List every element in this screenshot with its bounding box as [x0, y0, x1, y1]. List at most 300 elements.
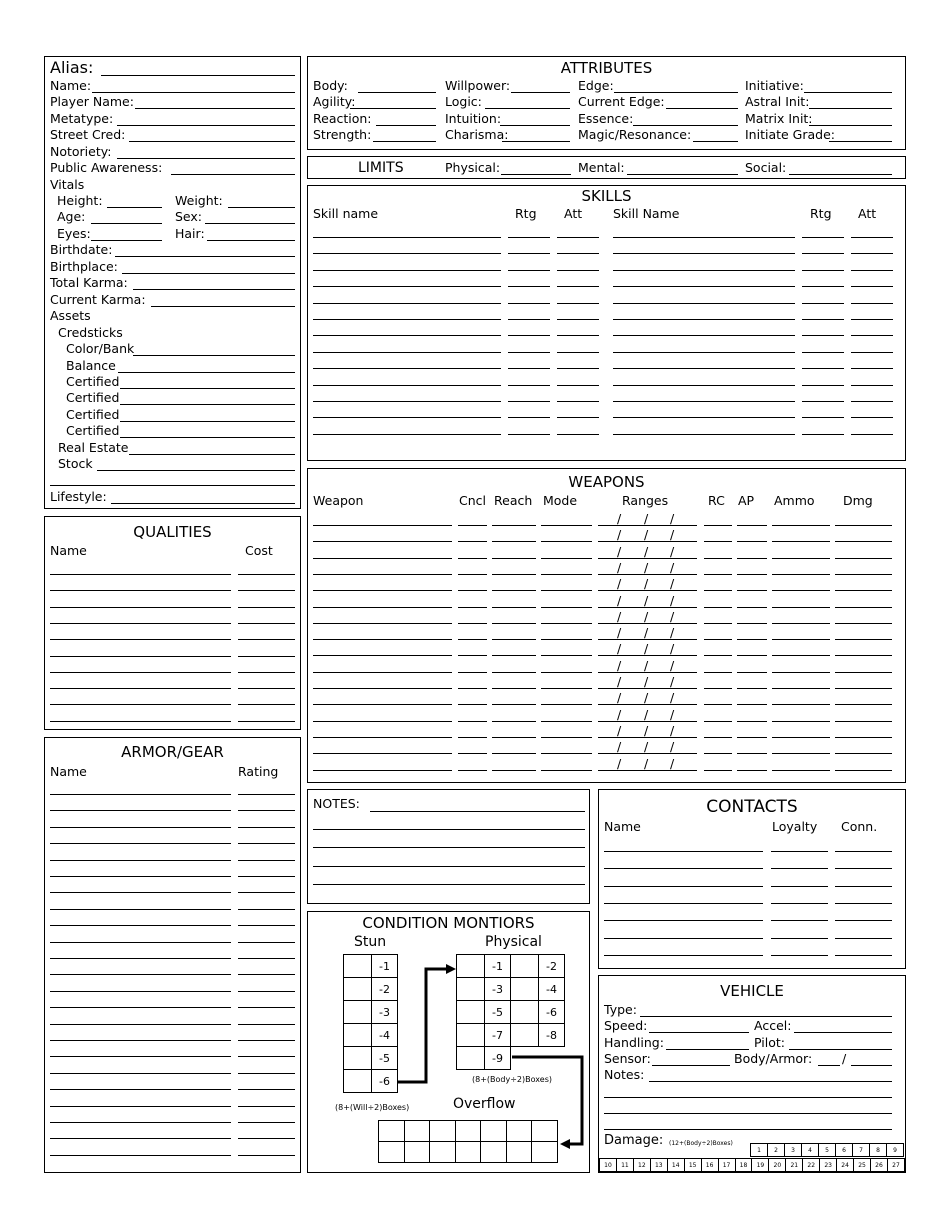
mental-limit-field[interactable] — [627, 174, 738, 175]
armor-name-line[interactable] — [50, 991, 231, 992]
attribute-field[interactable] — [511, 92, 570, 93]
weapon-cncl-line[interactable] — [458, 607, 487, 608]
weapon-dmg-line[interactable] — [835, 607, 892, 608]
vehicle-damage-box[interactable]: 14 — [667, 1159, 684, 1172]
weapon-ap-line[interactable] — [737, 672, 767, 673]
skill-att-line[interactable] — [851, 434, 893, 435]
skill-att-line[interactable] — [851, 237, 893, 238]
skill-rtg-line[interactable] — [802, 417, 844, 418]
vehicle-damage-box[interactable]: 24 — [837, 1159, 854, 1172]
weapon-rc-line[interactable] — [704, 737, 732, 738]
weapon-ammo-line[interactable] — [772, 541, 830, 542]
armor-name-line[interactable] — [50, 958, 231, 959]
weapon-cncl-line[interactable] — [458, 753, 487, 754]
vehicle-damage-box[interactable]: 13 — [650, 1159, 667, 1172]
skill-rtg-line[interactable] — [802, 434, 844, 435]
quality-cost-line[interactable] — [238, 688, 295, 689]
weapon-ap-line[interactable] — [737, 770, 767, 771]
weapon-cncl-line[interactable] — [458, 541, 487, 542]
eyes-field[interactable] — [91, 240, 162, 241]
weapon-ap-line[interactable] — [737, 623, 767, 624]
height-field[interactable] — [107, 207, 162, 208]
armor-name-line[interactable] — [50, 1122, 231, 1123]
contact-name-line[interactable] — [604, 920, 763, 921]
skill-att-line[interactable] — [557, 237, 599, 238]
weapon-name-line[interactable] — [313, 655, 452, 656]
skill-rtg-line[interactable] — [802, 368, 844, 369]
attribute-field[interactable] — [485, 108, 570, 109]
contact-loyalty-line[interactable] — [771, 955, 828, 956]
vehicle-damage-box[interactable]: 22 — [803, 1159, 820, 1172]
weapon-rc-line[interactable] — [704, 753, 732, 754]
armor-rating-line[interactable] — [238, 794, 295, 795]
weapon-ap-line[interactable] — [737, 558, 767, 559]
attribute-field[interactable] — [376, 125, 436, 126]
skill-att-line[interactable] — [557, 253, 599, 254]
weapon-mode-line[interactable] — [541, 721, 592, 722]
weapon-ammo-line[interactable] — [772, 721, 830, 722]
skill-name-line[interactable] — [613, 303, 795, 304]
weapon-ammo-line[interactable] — [772, 590, 830, 591]
weapon-dmg-line[interactable] — [835, 574, 892, 575]
weapon-dmg-line[interactable] — [835, 525, 892, 526]
skill-name-line[interactable] — [613, 286, 795, 287]
weapon-dmg-line[interactable] — [835, 704, 892, 705]
weapon-rc-line[interactable] — [704, 721, 732, 722]
armor-name-line[interactable] — [50, 843, 231, 844]
weapon-cncl-line[interactable] — [458, 590, 487, 591]
weapon-cncl-line[interactable] — [458, 623, 487, 624]
color-bank-field[interactable] — [133, 355, 295, 356]
attribute-field[interactable] — [809, 108, 892, 109]
vehicle-speed-field[interactable] — [649, 1032, 749, 1033]
skill-att-line[interactable] — [557, 434, 599, 435]
skill-att-line[interactable] — [851, 368, 893, 369]
skill-rtg-line[interactable] — [802, 319, 844, 320]
weapon-dmg-line[interactable] — [835, 688, 892, 689]
weapon-ap-line[interactable] — [737, 525, 767, 526]
skill-rtg-line[interactable] — [802, 335, 844, 336]
vehicle-damage-box[interactable]: 7 — [853, 1144, 870, 1157]
weapon-mode-line[interactable] — [541, 770, 592, 771]
weapon-cncl-line[interactable] — [458, 737, 487, 738]
skill-name-line[interactable] — [313, 385, 501, 386]
weapon-cncl-line[interactable] — [458, 655, 487, 656]
attribute-field[interactable] — [693, 141, 738, 142]
armor-name-line[interactable] — [50, 1073, 231, 1074]
armor-rating-line[interactable] — [238, 974, 295, 975]
weapon-cncl-line[interactable] — [458, 688, 487, 689]
weapon-name-line[interactable] — [313, 623, 452, 624]
weapon-name-line[interactable] — [313, 541, 452, 542]
skill-name-line[interactable] — [313, 237, 501, 238]
vehicle-damage-box[interactable]: 18 — [735, 1159, 752, 1172]
skill-name-line[interactable] — [613, 368, 795, 369]
quality-cost-line[interactable] — [238, 590, 295, 591]
weapon-reach-line[interactable] — [492, 737, 536, 738]
birthdate-field[interactable] — [115, 256, 295, 257]
vehicle-notes-line[interactable] — [604, 1113, 892, 1114]
armor-name-line[interactable] — [50, 876, 231, 877]
weapon-mode-line[interactable] — [541, 574, 592, 575]
armor-rating-line[interactable] — [238, 876, 295, 877]
vehicle-damage-box[interactable]: 2 — [768, 1144, 785, 1157]
weapon-ap-line[interactable] — [737, 737, 767, 738]
weapon-ammo-line[interactable] — [772, 655, 830, 656]
armor-rating-line[interactable] — [238, 991, 295, 992]
weapon-rc-line[interactable] — [704, 704, 732, 705]
weapon-rc-line[interactable] — [704, 672, 732, 673]
weapon-mode-line[interactable] — [541, 688, 592, 689]
weapon-ap-line[interactable] — [737, 607, 767, 608]
skill-name-line[interactable] — [613, 253, 795, 254]
weapon-name-line[interactable] — [313, 737, 452, 738]
contact-conn-line[interactable] — [835, 886, 892, 887]
armor-rating-line[interactable] — [238, 909, 295, 910]
quality-cost-line[interactable] — [238, 704, 295, 705]
weapon-rc-line[interactable] — [704, 770, 732, 771]
weapon-reach-line[interactable] — [492, 541, 536, 542]
weapon-cncl-line[interactable] — [458, 770, 487, 771]
weapon-name-line[interactable] — [313, 721, 452, 722]
vehicle-damage-box[interactable]: 4 — [802, 1144, 819, 1157]
armor-name-line[interactable] — [50, 1007, 231, 1008]
weapon-ammo-line[interactable] — [772, 737, 830, 738]
skill-rtg-line[interactable] — [508, 286, 550, 287]
attribute-field[interactable] — [358, 92, 436, 93]
vehicle-damage-box[interactable]: 25 — [854, 1159, 871, 1172]
weapon-reach-line[interactable] — [492, 655, 536, 656]
weapon-rc-line[interactable] — [704, 590, 732, 591]
quality-cost-line[interactable] — [238, 672, 295, 673]
skill-att-line[interactable] — [851, 385, 893, 386]
extra-field[interactable] — [50, 485, 295, 486]
weapon-rc-line[interactable] — [704, 525, 732, 526]
weight-field[interactable] — [228, 207, 295, 208]
armor-name-line[interactable] — [50, 892, 231, 893]
contact-loyalty-line[interactable] — [771, 903, 828, 904]
skill-rtg-line[interactable] — [508, 319, 550, 320]
vehicle-handling-field[interactable] — [666, 1049, 749, 1050]
weapon-cncl-line[interactable] — [458, 525, 487, 526]
skill-rtg-line[interactable] — [802, 270, 844, 271]
weapon-rc-line[interactable] — [704, 639, 732, 640]
vehicle-damage-box[interactable]: 8 — [870, 1144, 887, 1157]
contact-name-line[interactable] — [604, 955, 763, 956]
weapon-cncl-line[interactable] — [458, 704, 487, 705]
balance-field[interactable] — [118, 372, 295, 373]
armor-name-line[interactable] — [50, 827, 231, 828]
total-karma-field[interactable] — [133, 289, 295, 290]
quality-cost-line[interactable] — [238, 639, 295, 640]
vehicle-pilot-field[interactable] — [789, 1049, 892, 1050]
weapon-dmg-line[interactable] — [835, 590, 892, 591]
weapon-ammo-line[interactable] — [772, 623, 830, 624]
quality-name-line[interactable] — [50, 688, 231, 689]
weapon-mode-line[interactable] — [541, 607, 592, 608]
quality-name-line[interactable] — [50, 639, 231, 640]
skill-name-line[interactable] — [313, 303, 501, 304]
stock-field[interactable] — [97, 470, 295, 471]
certified-field[interactable] — [120, 437, 295, 438]
skill-att-line[interactable] — [557, 286, 599, 287]
alias-field[interactable] — [101, 75, 295, 76]
armor-rating-line[interactable] — [238, 843, 295, 844]
notes-line[interactable] — [370, 811, 585, 812]
weapon-mode-line[interactable] — [541, 655, 592, 656]
skill-att-line[interactable] — [557, 270, 599, 271]
vehicle-damage-box[interactable]: 3 — [785, 1144, 802, 1157]
weapon-name-line[interactable] — [313, 574, 452, 575]
weapon-dmg-line[interactable] — [835, 639, 892, 640]
weapon-ammo-line[interactable] — [772, 525, 830, 526]
notes-line[interactable] — [313, 884, 585, 885]
armor-name-line[interactable] — [50, 1155, 231, 1156]
contact-name-line[interactable] — [604, 851, 763, 852]
quality-name-line[interactable] — [50, 672, 231, 673]
attribute-field[interactable] — [666, 108, 738, 109]
contact-loyalty-line[interactable] — [771, 920, 828, 921]
vehicle-notes-line[interactable] — [649, 1081, 892, 1082]
certified-field[interactable] — [120, 404, 295, 405]
skill-rtg-line[interactable] — [508, 237, 550, 238]
skill-rtg-line[interactable] — [508, 253, 550, 254]
quality-cost-line[interactable] — [238, 656, 295, 657]
contact-loyalty-line[interactable] — [771, 938, 828, 939]
weapon-ap-line[interactable] — [737, 704, 767, 705]
contact-name-line[interactable] — [604, 868, 763, 869]
armor-name-line[interactable] — [50, 974, 231, 975]
skill-rtg-line[interactable] — [508, 385, 550, 386]
skill-att-line[interactable] — [557, 352, 599, 353]
armor-rating-line[interactable] — [238, 810, 295, 811]
weapon-reach-line[interactable] — [492, 607, 536, 608]
certified-field[interactable] — [120, 421, 295, 422]
armor-rating-line[interactable] — [238, 1024, 295, 1025]
attribute-field[interactable] — [502, 141, 570, 142]
contact-loyalty-line[interactable] — [771, 886, 828, 887]
quality-name-line[interactable] — [50, 721, 231, 722]
weapon-ammo-line[interactable] — [772, 574, 830, 575]
vehicle-damage-box[interactable]: 27 — [887, 1159, 904, 1172]
weapon-ammo-line[interactable] — [772, 558, 830, 559]
weapon-mode-line[interactable] — [541, 672, 592, 673]
weapon-ammo-line[interactable] — [772, 704, 830, 705]
weapon-ap-line[interactable] — [737, 639, 767, 640]
armor-rating-line[interactable] — [238, 1040, 295, 1041]
armor-name-line[interactable] — [50, 1106, 231, 1107]
vehicle-armor-field[interactable] — [851, 1065, 892, 1066]
notes-line[interactable] — [313, 847, 585, 848]
weapon-dmg-line[interactable] — [835, 721, 892, 722]
contact-name-line[interactable] — [604, 886, 763, 887]
skill-rtg-line[interactable] — [508, 270, 550, 271]
vehicle-damage-box[interactable]: 5 — [819, 1144, 836, 1157]
contact-conn-line[interactable] — [835, 955, 892, 956]
certified-field[interactable] — [120, 388, 295, 389]
skill-att-line[interactable] — [557, 368, 599, 369]
weapon-cncl-line[interactable] — [458, 574, 487, 575]
skill-rtg-line[interactable] — [802, 286, 844, 287]
quality-cost-line[interactable] — [238, 623, 295, 624]
street-cred-field[interactable] — [129, 141, 295, 142]
attribute-field[interactable] — [829, 141, 892, 142]
weapon-name-line[interactable] — [313, 590, 452, 591]
weapon-reach-line[interactable] — [492, 688, 536, 689]
contact-conn-line[interactable] — [835, 920, 892, 921]
weapon-reach-line[interactable] — [492, 558, 536, 559]
skill-name-line[interactable] — [613, 319, 795, 320]
skill-name-line[interactable] — [313, 253, 501, 254]
weapon-reach-line[interactable] — [492, 753, 536, 754]
weapon-mode-line[interactable] — [541, 525, 592, 526]
weapon-ap-line[interactable] — [737, 721, 767, 722]
weapon-name-line[interactable] — [313, 558, 452, 559]
weapon-mode-line[interactable] — [541, 590, 592, 591]
skill-name-line[interactable] — [313, 401, 501, 402]
weapon-mode-line[interactable] — [541, 558, 592, 559]
weapon-reach-line[interactable] — [492, 639, 536, 640]
weapon-name-line[interactable] — [313, 639, 452, 640]
skill-att-line[interactable] — [851, 401, 893, 402]
name-field[interactable] — [92, 92, 295, 93]
skill-rtg-line[interactable] — [508, 368, 550, 369]
skill-rtg-line[interactable] — [508, 303, 550, 304]
weapon-ammo-line[interactable] — [772, 753, 830, 754]
weapon-cncl-line[interactable] — [458, 721, 487, 722]
skill-name-line[interactable] — [613, 270, 795, 271]
physical-limit-field[interactable] — [501, 174, 571, 175]
vehicle-damage-box[interactable]: 16 — [701, 1159, 718, 1172]
skill-rtg-line[interactable] — [802, 352, 844, 353]
armor-name-line[interactable] — [50, 1040, 231, 1041]
weapon-name-line[interactable] — [313, 688, 452, 689]
attribute-field[interactable] — [373, 141, 436, 142]
vehicle-damage-box[interactable]: 19 — [752, 1159, 769, 1172]
weapon-rc-line[interactable] — [704, 688, 732, 689]
sex-field[interactable] — [205, 223, 295, 224]
weapon-ap-line[interactable] — [737, 574, 767, 575]
armor-name-line[interactable] — [50, 1024, 231, 1025]
weapon-dmg-line[interactable] — [835, 753, 892, 754]
skill-name-line[interactable] — [313, 319, 501, 320]
weapon-rc-line[interactable] — [704, 607, 732, 608]
vehicle-notes-line[interactable] — [604, 1097, 892, 1098]
skill-rtg-line[interactable] — [802, 401, 844, 402]
contact-name-line[interactable] — [604, 938, 763, 939]
armor-name-line[interactable] — [50, 909, 231, 910]
vehicle-accel-field[interactable] — [794, 1032, 892, 1033]
notes-line[interactable] — [313, 829, 585, 830]
armor-name-line[interactable] — [50, 860, 231, 861]
attribute-field[interactable] — [804, 92, 892, 93]
weapon-mode-line[interactable] — [541, 753, 592, 754]
attribute-field[interactable] — [350, 108, 436, 109]
weapon-cncl-line[interactable] — [458, 639, 487, 640]
quality-name-line[interactable] — [50, 704, 231, 705]
metatype-field[interactable] — [117, 125, 295, 126]
armor-rating-line[interactable] — [238, 1089, 295, 1090]
weapon-cncl-line[interactable] — [458, 558, 487, 559]
contact-conn-line[interactable] — [835, 868, 892, 869]
vehicle-damage-box[interactable]: 10 — [600, 1159, 617, 1172]
weapon-name-line[interactable] — [313, 607, 452, 608]
weapon-mode-line[interactable] — [541, 639, 592, 640]
skill-att-line[interactable] — [557, 319, 599, 320]
vehicle-damage-box[interactable]: 11 — [616, 1159, 633, 1172]
armor-name-line[interactable] — [50, 1089, 231, 1090]
weapon-dmg-line[interactable] — [835, 737, 892, 738]
quality-cost-line[interactable] — [238, 721, 295, 722]
weapon-reach-line[interactable] — [492, 672, 536, 673]
skill-name-line[interactable] — [313, 417, 501, 418]
armor-rating-line[interactable] — [238, 892, 295, 893]
weapon-dmg-line[interactable] — [835, 558, 892, 559]
weapon-ap-line[interactable] — [737, 688, 767, 689]
armor-rating-line[interactable] — [238, 1155, 295, 1156]
skill-att-line[interactable] — [557, 303, 599, 304]
attribute-field[interactable] — [633, 125, 738, 126]
skill-name-line[interactable] — [313, 286, 501, 287]
armor-rating-line[interactable] — [238, 925, 295, 926]
armor-rating-line[interactable] — [238, 860, 295, 861]
hair-field[interactable] — [207, 240, 295, 241]
weapon-reach-line[interactable] — [492, 623, 536, 624]
skill-rtg-line[interactable] — [508, 335, 550, 336]
armor-name-line[interactable] — [50, 1056, 231, 1057]
quality-cost-line[interactable] — [238, 574, 295, 575]
contact-loyalty-line[interactable] — [771, 868, 828, 869]
armor-name-line[interactable] — [50, 1138, 231, 1139]
vehicle-damage-box[interactable]: 1 — [751, 1144, 768, 1157]
weapon-reach-line[interactable] — [492, 770, 536, 771]
weapon-reach-line[interactable] — [492, 721, 536, 722]
armor-rating-line[interactable] — [238, 1138, 295, 1139]
vehicle-damage-box[interactable]: 12 — [633, 1159, 650, 1172]
weapon-reach-line[interactable] — [492, 574, 536, 575]
vehicle-notes-line[interactable] — [604, 1129, 892, 1130]
weapon-mode-line[interactable] — [541, 704, 592, 705]
weapon-rc-line[interactable] — [704, 623, 732, 624]
weapon-reach-line[interactable] — [492, 590, 536, 591]
skill-att-line[interactable] — [851, 319, 893, 320]
player-name-field[interactable] — [135, 108, 295, 109]
skill-att-line[interactable] — [851, 253, 893, 254]
skill-att-line[interactable] — [851, 286, 893, 287]
armor-rating-line[interactable] — [238, 827, 295, 828]
vehicle-damage-box[interactable]: 9 — [887, 1144, 904, 1157]
skill-name-line[interactable] — [613, 401, 795, 402]
skill-att-line[interactable] — [557, 335, 599, 336]
skill-att-line[interactable] — [557, 385, 599, 386]
weapon-rc-line[interactable] — [704, 541, 732, 542]
skill-name-line[interactable] — [313, 335, 501, 336]
skill-rtg-line[interactable] — [508, 352, 550, 353]
armor-rating-line[interactable] — [238, 958, 295, 959]
weapon-ap-line[interactable] — [737, 590, 767, 591]
contact-loyalty-line[interactable] — [771, 851, 828, 852]
skill-rtg-line[interactable] — [802, 385, 844, 386]
weapon-ammo-line[interactable] — [772, 770, 830, 771]
armor-rating-line[interactable] — [238, 1106, 295, 1107]
skill-name-line[interactable] — [613, 237, 795, 238]
skill-name-line[interactable] — [613, 352, 795, 353]
weapon-ap-line[interactable] — [737, 753, 767, 754]
contact-conn-line[interactable] — [835, 851, 892, 852]
vehicle-damage-box[interactable]: 17 — [718, 1159, 735, 1172]
skill-name-line[interactable] — [313, 270, 501, 271]
attribute-field[interactable] — [614, 92, 738, 93]
